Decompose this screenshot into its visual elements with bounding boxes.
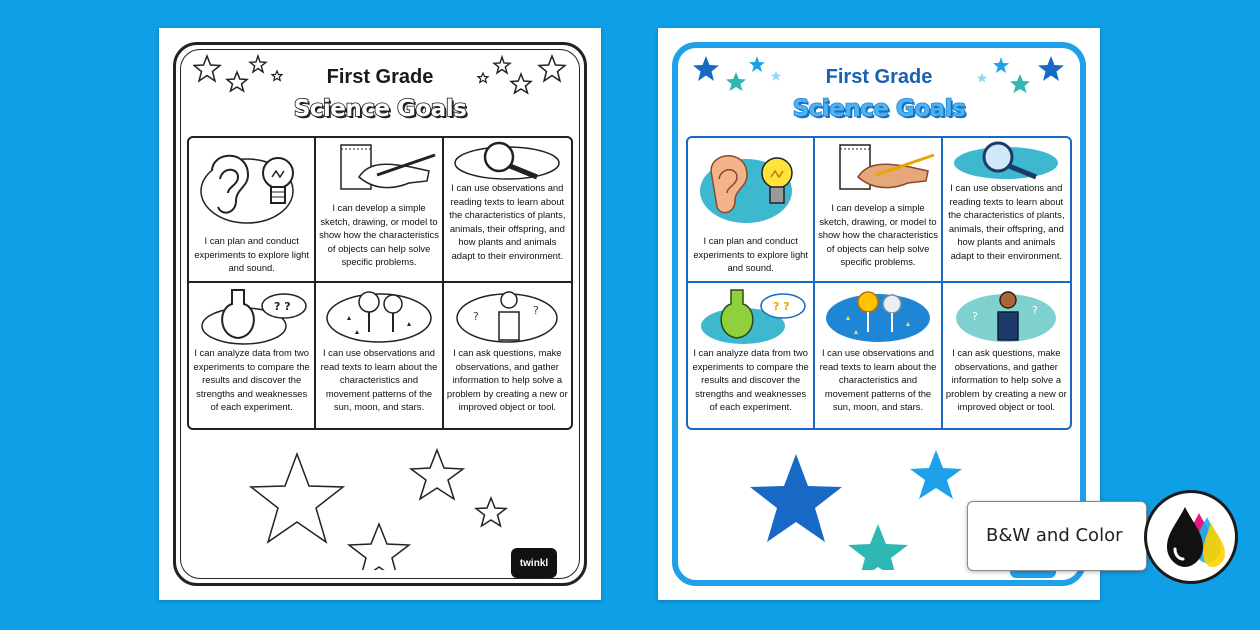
svg-text:? ?: ? ? xyxy=(273,300,291,313)
goal-card-analyze-data[interactable] xyxy=(688,283,815,428)
svg-text:?: ? xyxy=(972,310,979,323)
goal-text: I can use observations and reading texts to learn about the characteristics of plants, animals, their offspring, and how plants and animals adapt to their environment. xyxy=(449,182,566,261)
goal-card-sun-moon-stars[interactable] xyxy=(815,283,942,428)
thinking-girl-icon xyxy=(447,286,567,346)
star-icon xyxy=(750,454,842,542)
grade-title: First Grade xyxy=(825,66,933,88)
goal-card-light-sound[interactable] xyxy=(189,138,316,283)
star-icon xyxy=(251,454,343,542)
svg-text:?: ? xyxy=(533,304,540,317)
goal-text: I can use observations and read texts to learn about the characteristics and movement patterns of the sun, moon, and stars. xyxy=(320,347,438,413)
ear-and-lightbulb-icon xyxy=(691,141,811,231)
goal-text: I can ask questions, make observations, and gather information to help solve a problem by creating a new or improved object or tool. xyxy=(945,347,1067,413)
hand-drawing-icon xyxy=(818,141,938,201)
goal-card-solve-problem[interactable] xyxy=(943,283,1070,428)
goal-card-sun-moon-stars[interactable] xyxy=(316,283,443,428)
ink-drops-icon xyxy=(1144,490,1238,584)
magnifying-glass-icon xyxy=(447,141,567,181)
thinking-girl-icon xyxy=(946,286,1066,346)
callout-text: B&W and Color xyxy=(986,525,1123,546)
goal-card-plants-animals[interactable] xyxy=(943,138,1070,283)
bw-and-color-label xyxy=(967,501,1147,571)
goal-text: I can analyze data from two experiments to compare the results and discover the strengths and weaknesses of each experiment. xyxy=(193,347,310,413)
goal-text: I can ask questions, make observations, and gather information to help solve a problem by creating a new or improved object or tool. xyxy=(446,347,568,413)
goal-text: I can develop a simple sketch, drawing, or model to show how the characteristics of objects can help solve specific problems. xyxy=(319,202,439,268)
star-icon xyxy=(411,450,463,499)
worksheet-bw[interactable] xyxy=(159,28,601,600)
goal-text: I can plan and conduct experiments to explore light and sound. xyxy=(194,235,309,274)
star-icon xyxy=(476,498,506,526)
goal-card-sketch-model[interactable] xyxy=(316,138,443,283)
ink-drops-graphic xyxy=(1147,493,1235,581)
goal-card-sketch-model[interactable] xyxy=(815,138,942,283)
sun-and-moon-icon xyxy=(818,286,938,346)
goal-text: I can analyze data from two experiments to compare the results and discover the strengths and weaknesses of each experiment. xyxy=(692,347,809,413)
grade-title: First Grade xyxy=(326,66,434,88)
hand-drawing-icon xyxy=(319,141,439,201)
flask-question-icon xyxy=(691,286,811,346)
goal-card-light-sound[interactable] xyxy=(688,138,815,283)
magnifying-glass-icon xyxy=(946,141,1066,181)
science-goals-heading: Science Goals xyxy=(293,96,467,122)
goal-card-plants-animals[interactable] xyxy=(444,138,571,283)
goals-grid xyxy=(686,136,1072,430)
svg-text:? ?: ? ? xyxy=(772,300,790,313)
goal-text: I can plan and conduct experiments to explore light and sound. xyxy=(693,235,808,274)
goal-text: I can use observations and read texts to learn about the characteristics and movement patterns of the sun, moon, and stars. xyxy=(819,347,937,413)
svg-text:?: ? xyxy=(473,310,480,323)
science-goals-heading: Science Goals xyxy=(792,96,966,122)
goal-card-solve-problem[interactable] xyxy=(444,283,571,428)
star-icon xyxy=(848,524,908,570)
star-icon xyxy=(349,524,409,570)
goal-card-analyze-data[interactable] xyxy=(189,283,316,428)
svg-text:?: ? xyxy=(1032,304,1039,317)
star-icon xyxy=(910,450,962,499)
sun-and-moon-icon xyxy=(319,286,439,346)
goals-grid xyxy=(187,136,573,430)
decor-stars-bottom xyxy=(239,440,519,570)
ear-and-lightbulb-icon xyxy=(192,141,312,231)
goal-text: I can use observations and reading texts to learn about the characteristics of plants, animals, their offspring, and how plants and animals adapt to their environment. xyxy=(948,182,1065,261)
flask-question-icon xyxy=(192,286,312,346)
goal-text: I can develop a simple sketch, drawing, or model to show how the characteristics of objects can help solve specific problems. xyxy=(818,202,938,268)
twinkl-logo: twinkl xyxy=(511,548,557,578)
